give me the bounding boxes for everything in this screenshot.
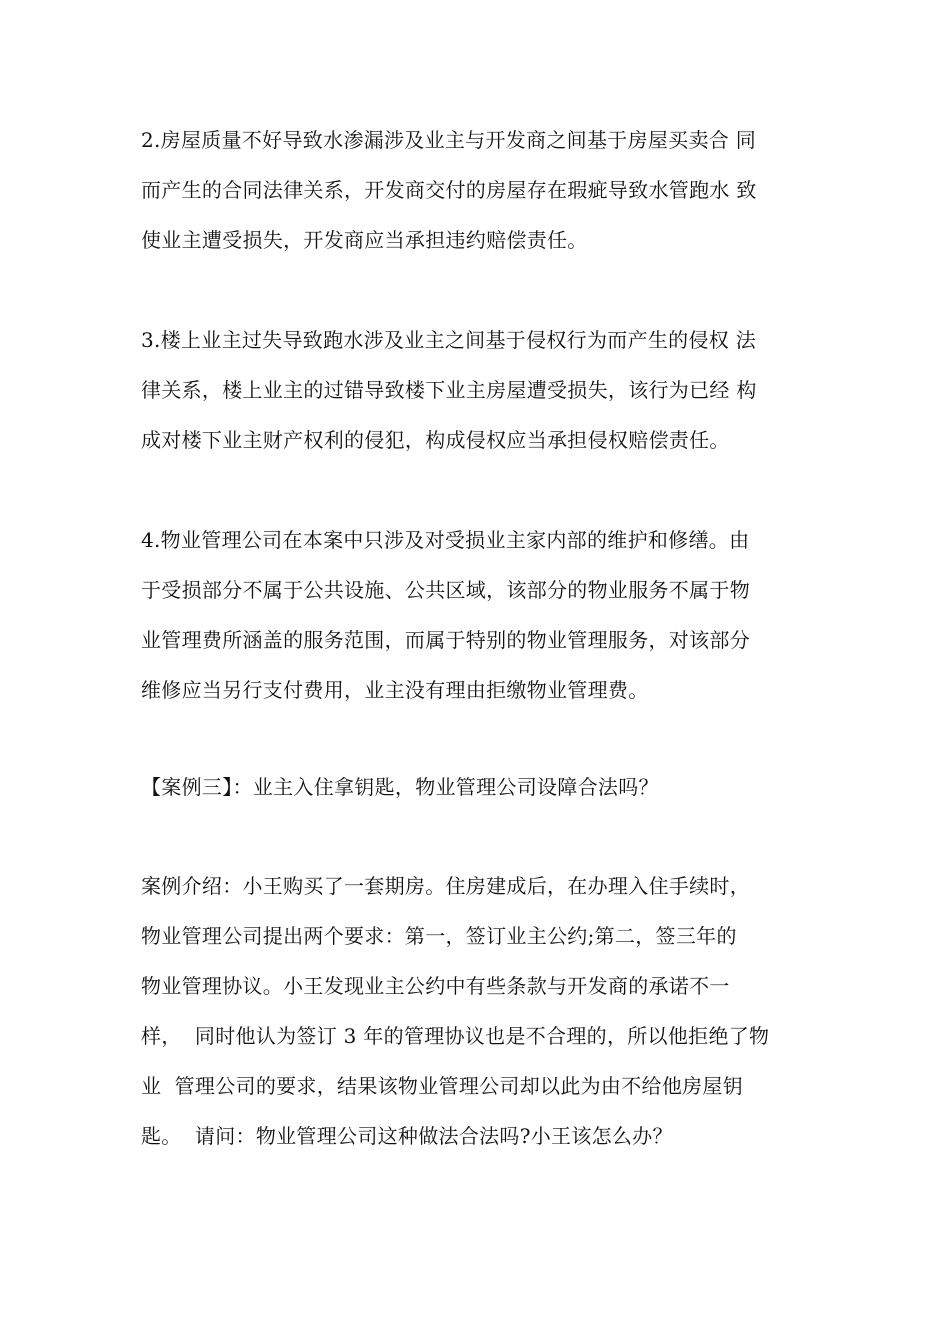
text-line: 2.房屋质量不好导致水渗漏涉及业主与开发商之间基于房屋买卖合 同	[141, 128, 757, 152]
text-line: 维修应当另行支付费用，业主没有理由拒缴物业管理费。	[141, 678, 649, 702]
text-line: 业 管理公司的要求，结果该物业管理公司却以此为由不给他房屋钥	[141, 1074, 744, 1098]
text-line: 物业管理协议。小王发现业主公约中有些条款与开发商的承诺不一	[141, 974, 730, 998]
text-line: 使业主遭受损失，开发商应当承担违约赔偿责任。	[141, 228, 588, 252]
text-line: 3.楼上业主过失导致跑水涉及业主之间基于侵权行为而产生的侵权 法	[141, 328, 757, 352]
text-line: 4.物业管理公司在本案中只涉及对受损业主家内部的维护和修缮。由	[141, 528, 750, 552]
text-line: 样， 同时他认为签订 3 年的管理协议也是不合理的，所以他拒绝了物	[141, 1024, 770, 1048]
text-line: 匙。 请问：物业管理公司这种做法合法吗?小王该怎么办？	[141, 1124, 673, 1148]
text-line: 物业管理公司提出两个要求：第一，签订业主公约;第二，签三年的	[141, 924, 737, 948]
text-line: 于受损部分不属于公共设施、公共区域，该部分的物业服务不属于物	[141, 578, 750, 602]
text-line: 而产生的合同法律关系，开发商交付的房屋存在瑕疵导致水管跑水 致	[141, 178, 757, 202]
text-line: 成对楼下业主财产权利的侵犯，构成侵权应当承担侵权赔偿责任。	[141, 428, 730, 452]
text-line: 案例介绍：小王购买了一套期房。住房建成后，在办理入住手续时，	[141, 874, 750, 898]
text-line: 【案例三】：业主入住拿钥匙，物业管理公司设障合法吗？	[141, 775, 659, 799]
text-line: 律关系，楼上业主的过错导致楼下业主房屋遭受损失，该行为已经 构	[141, 378, 757, 402]
text-line: 业管理费所涵盖的服务范围，而属于特别的物业管理服务，对该部分	[141, 628, 750, 652]
